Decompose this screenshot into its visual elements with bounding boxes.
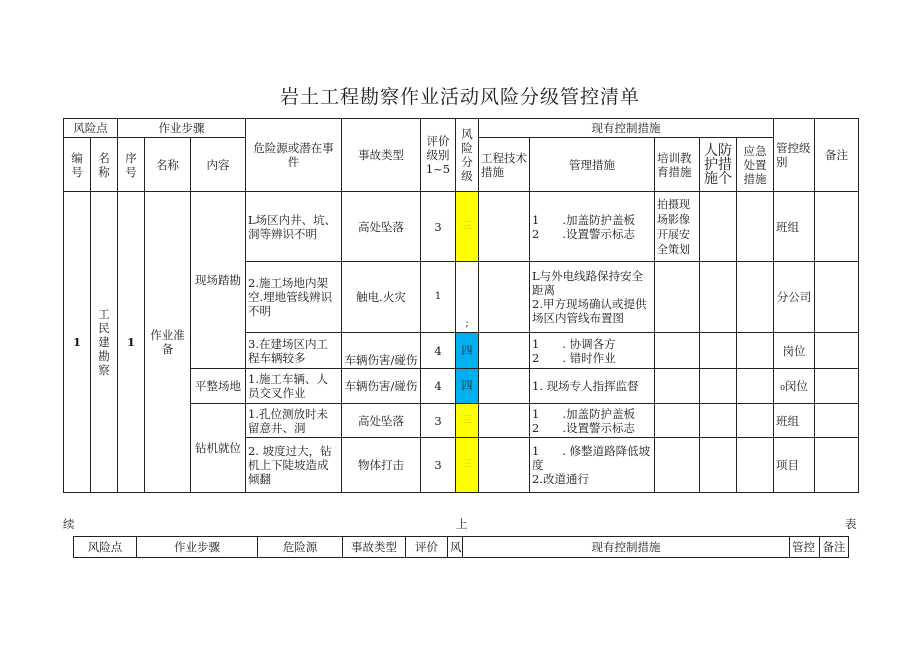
hazard-text: 1.施工车辆、人员交叉作业 [246, 369, 342, 404]
remarks-cell [815, 438, 859, 493]
hazard-text: L场区内井、坑、洞等辨识不明 [246, 192, 342, 262]
sub-header-remarks: 备注 [820, 537, 849, 558]
header-eng-tech: 工程技术措施 [479, 138, 530, 192]
mgmt-cell [530, 333, 655, 369]
header-accident-type: 事故类型 [342, 119, 421, 192]
content-site-survey: 现场踏勘 [191, 192, 246, 369]
training-cell [655, 438, 700, 493]
mgmt-cell [530, 438, 655, 493]
control-level: 岗位 [774, 333, 815, 369]
emergency-cell [737, 438, 774, 493]
header-work-steps: 作业步骤 [118, 119, 246, 138]
ppe-cell [700, 369, 737, 404]
header-current-controls: 现有控制措施 [479, 119, 774, 138]
content-level-site: 平整场地 [191, 369, 246, 404]
accident-type: 高处坠落 [342, 192, 421, 262]
training-cell [655, 404, 700, 438]
risk-level-badge: ; [456, 262, 479, 333]
content-rig-positioning: 钻机就位 [191, 404, 246, 493]
row-no: 1 [64, 192, 91, 493]
mgmt-line: 2 .设置警示标志 [532, 226, 635, 241]
eng-tech-cell [479, 333, 530, 369]
sub-header-risk: 风 [448, 537, 463, 558]
header-mgmt: 管理措施 [530, 138, 655, 192]
sub-header-accident-type: 事故类型 [343, 537, 406, 558]
eng-tech-cell [479, 262, 530, 333]
continued-left: 续 [63, 517, 75, 531]
ppe-cell [700, 404, 737, 438]
mgmt-cell [530, 262, 655, 333]
header-ppe: 人防护措施个 [700, 138, 737, 192]
training-cell [655, 333, 700, 369]
header-content: 内容 [191, 138, 246, 192]
hazard-text: 1.孔位测放时未留意井、洞 [246, 404, 342, 438]
emergency-cell [737, 262, 774, 333]
header-no: 编号 [64, 138, 91, 192]
header-hazard: 危险源或潜在事件 [246, 119, 342, 192]
header-eval-level: 评价级别1~5 [421, 119, 456, 192]
accident-type: 物体打击 [342, 438, 421, 493]
sub-header-eval: 评价 [406, 537, 448, 558]
sub-header-hazard: 危险源 [258, 537, 343, 558]
remarks-cell [815, 192, 859, 262]
control-level: ₀闵位 [774, 369, 815, 404]
page-title: 岩土工程勘察作业活动风险分级管控清单 [279, 86, 640, 108]
hazard-text: 3.在建场区内工程车辆较多 [246, 333, 342, 369]
ppe-cell [700, 192, 737, 262]
eval-level: 3 [421, 404, 456, 438]
control-level: 项目 [774, 438, 815, 493]
header-training: 培训教育措施 [655, 138, 700, 192]
mgmt-cell [530, 369, 655, 404]
header-seq: 序号 [118, 138, 145, 192]
header-name: 名称 [91, 138, 118, 192]
mgmt-line: 1 . 修整道路降低坡度 [532, 444, 651, 472]
continued-right: 表 [845, 517, 857, 531]
accident-type: 车辆伤害/碰伤 [342, 369, 421, 404]
remarks-cell [815, 369, 859, 404]
risk-table [63, 118, 859, 493]
training-cell: 拍摄现场影像开展安全策划 [655, 192, 700, 262]
ppe-cell [700, 438, 737, 493]
emergency-cell [737, 333, 774, 369]
remarks-cell [815, 404, 859, 438]
mgmt-line: 2 .设置警示标志 [532, 420, 635, 435]
row-seq: 1 [118, 192, 145, 493]
control-level: 班组 [774, 404, 815, 438]
continued-mid: 上 [456, 517, 468, 531]
mgmt-line: 1. 现场专人指挥监督 [532, 379, 639, 393]
remarks-cell [815, 333, 859, 369]
sub-header-risk-point: 风险点 [74, 537, 137, 558]
risk-level-badge: 四 [456, 369, 479, 404]
eng-tech-cell [479, 192, 530, 262]
mgmt-line: 2.甲方现场确认或提供场区内管线布置图 [532, 297, 647, 325]
mgmt-cell [530, 404, 655, 438]
mgmt-line: 1 . 协调各方 [532, 336, 616, 351]
mgmt-line: L与外电线路保持安全距离 [532, 269, 644, 297]
mgmt-line: 1 .加盖防护盖板 [532, 212, 635, 227]
control-level: 分公司 [774, 262, 815, 333]
training-cell [655, 262, 700, 333]
risk-level-badge: 三 [456, 192, 479, 262]
mgmt-line: 2 . 错时作业 [532, 350, 616, 365]
risk-level-badge: 三 [456, 404, 479, 438]
eval-level: 4 [421, 369, 456, 404]
header-step-name: 名称 [145, 138, 191, 192]
control-level: 班组 [774, 192, 815, 262]
accident-type: 高处坠落 [342, 404, 421, 438]
sub-header-control-level: 管控 [790, 537, 820, 558]
accident-type: 车辆伤害/碰伤 [342, 333, 421, 369]
sub-header-controls: 现有控制措施 [463, 537, 790, 558]
hazard-text: 2. 坡度过大，钻机上下陡坡造成倾翻 [246, 438, 342, 493]
mgmt-cell [530, 192, 655, 262]
row-name: 工民建勘察 [91, 192, 118, 493]
header-remarks: 备注 [815, 119, 859, 192]
sub-header-work-steps: 作业步骤 [137, 537, 258, 558]
eval-level: 4 [421, 333, 456, 369]
eval-level: 1 [421, 262, 456, 333]
eng-tech-cell [479, 404, 530, 438]
continued-table-header [73, 536, 849, 558]
ppe-cell [700, 262, 737, 333]
mgmt-line: 1 .加盖防护盖板 [532, 406, 635, 421]
eval-level: 3 [421, 438, 456, 493]
row-step-name: 作业准备 [145, 192, 191, 493]
remarks-cell [815, 262, 859, 333]
ppe-cell [700, 333, 737, 369]
emergency-cell [737, 404, 774, 438]
risk-level-badge: 三 [456, 438, 479, 493]
emergency-cell [737, 192, 774, 262]
mgmt-line: 2.改道通行 [532, 472, 589, 486]
eng-tech-cell [479, 369, 530, 404]
eng-tech-cell [479, 438, 530, 493]
emergency-cell [737, 369, 774, 404]
eval-level: 3 [421, 192, 456, 262]
accident-type: 触电.火灾 [342, 262, 421, 333]
header-risk-level: 风险分级 [456, 119, 479, 192]
hazard-text: 2.施工场地内架空.埋地管线辨识不明 [246, 262, 342, 333]
header-risk-point: 风险点 [64, 119, 118, 138]
header-emergency: 应急处置措施 [737, 138, 774, 192]
training-cell [655, 369, 700, 404]
header-control-level: 管控级别 [774, 119, 815, 192]
risk-level-badge: 四 [456, 333, 479, 369]
